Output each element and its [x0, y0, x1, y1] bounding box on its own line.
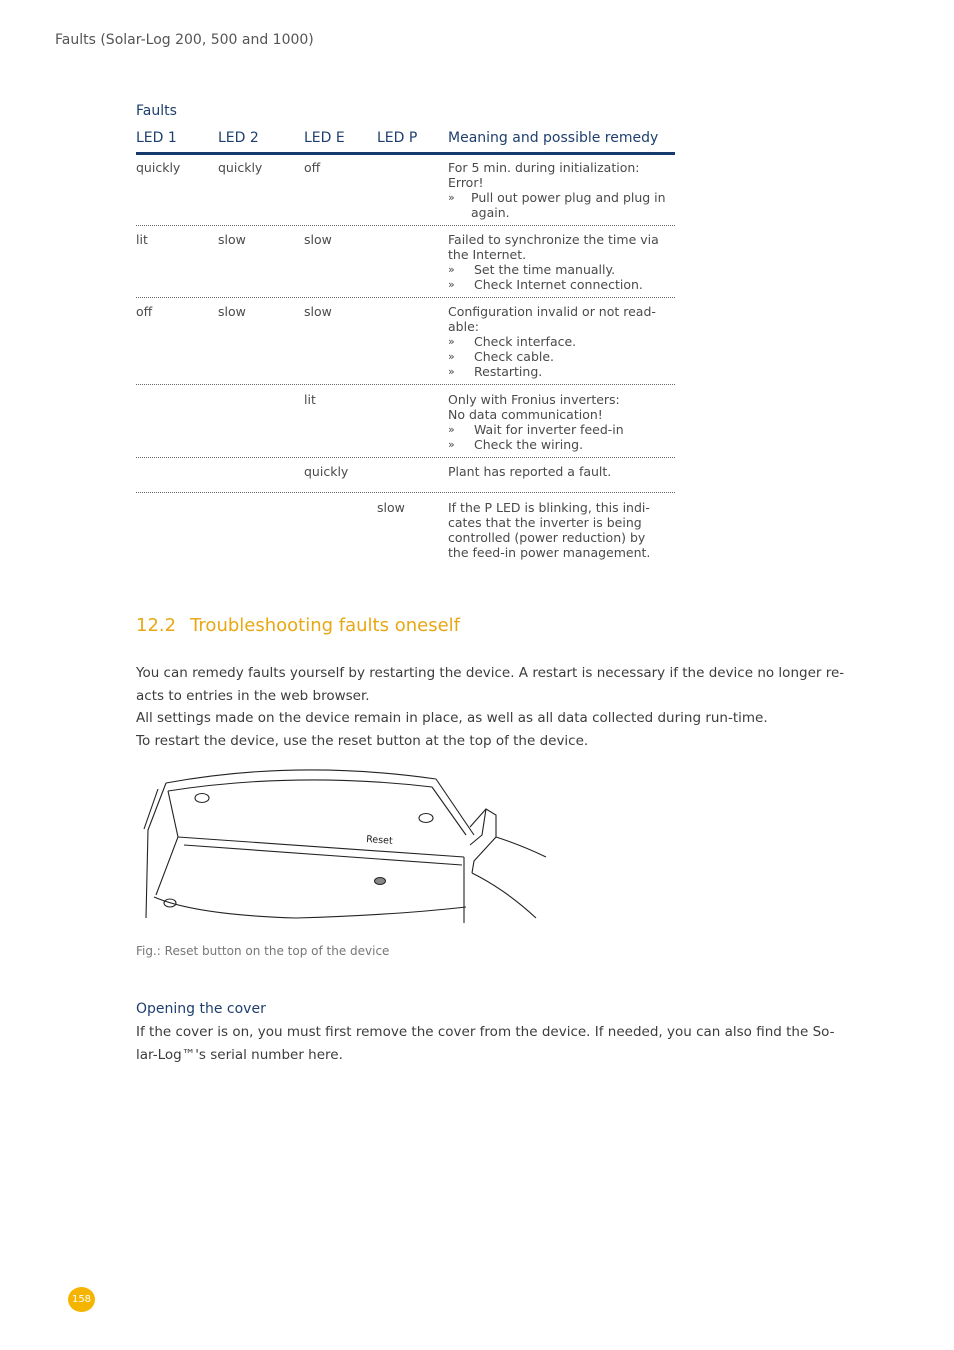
col-led1: LED 1 [136, 130, 177, 146]
bullet-mark: » [448, 278, 455, 291]
cell-ledp: slow [377, 500, 405, 515]
row-separator [136, 492, 675, 493]
meaning-line: able: [448, 319, 479, 334]
remedy-text: Check cable. [474, 349, 555, 364]
remedy-text: Wait for inverter feed-in [474, 422, 624, 437]
running-header: Faults (Solar-Log 200, 500 and 1000) [55, 32, 314, 48]
meaning-line: Configuration invalid or not read- [448, 304, 656, 319]
row-separator [136, 457, 675, 458]
cell-meaning [448, 232, 675, 292]
meaning-line: Only with Fronius inverters: [448, 392, 620, 407]
col-lede: LED E [304, 130, 345, 146]
paragraph: All settings made on the device remain in place, as well as all data collected during run-time. [136, 710, 768, 726]
cell-meaning [448, 392, 675, 452]
remedy-text: Check Internet connection. [474, 277, 643, 292]
remedy-text: Check the wiring. [474, 437, 584, 452]
bullet-mark: » [448, 335, 455, 348]
meaning-line: Plant has reported a fault. [448, 464, 612, 479]
meaning-line: Failed to synchronize the time via [448, 232, 659, 247]
cell-meaning [448, 160, 675, 220]
cell-led1: quickly [136, 160, 181, 175]
subsection-heading: Opening the cover [136, 1001, 266, 1017]
remedy-item [448, 262, 675, 277]
remedy-text: Pull out power plug and plug in again. [471, 190, 666, 220]
meaning-line: For 5 min. during initialization: [448, 160, 640, 175]
bullet-mark: » [448, 191, 455, 204]
col-ledp: LED P [377, 130, 418, 146]
paragraph: You can remedy faults yourself by restarting the device. A restart is necessary if the device no longer re-acts to entries in the web browser. [136, 665, 845, 704]
remedy-text: Set the time manually. [474, 262, 616, 277]
cell-meaning [448, 500, 675, 560]
bullet-mark: » [448, 263, 455, 276]
paragraph: To restart the device, use the reset button at the top of the device. [136, 733, 589, 749]
cell-lede: lit [304, 392, 316, 407]
bullet-mark: » [448, 423, 455, 436]
remedy-item [448, 364, 675, 379]
page-number: 158 [68, 1287, 95, 1312]
table-title: Faults [136, 103, 177, 119]
cell-lede: quickly [304, 464, 349, 479]
section-number: 12.2 [136, 615, 177, 636]
meaning-line: Error! [448, 175, 484, 190]
col-meaning: Meaning and possible remedy [448, 130, 659, 146]
remedy-item [448, 190, 675, 220]
row-separator [136, 384, 675, 385]
meaning-line: the Internet. [448, 247, 527, 262]
col-led2: LED 2 [218, 130, 259, 146]
cell-led1: lit [136, 232, 148, 247]
section-heading [136, 615, 460, 636]
bullet-mark: » [448, 350, 455, 363]
reset-label: Reset [365, 834, 394, 847]
section-title: Troubleshooting faults oneself [190, 615, 460, 636]
cell-lede: off [304, 160, 321, 175]
remedy-item [448, 422, 675, 437]
remedy-item [448, 437, 675, 452]
paragraph: If the cover is on, you must first remove the cover from the device. If needed, you can also find the So-lar-Log™'s serial number here. [136, 1024, 835, 1063]
meaning-line: controlled (power reduction) by [448, 530, 646, 545]
remedy-item [448, 277, 675, 292]
cell-lede: slow [304, 304, 332, 319]
device-illustration [136, 765, 556, 925]
figure-caption: Fig.: Reset button on the top of the device [136, 944, 390, 958]
remedy-text: Check interface. [474, 334, 577, 349]
cell-led2: slow [218, 304, 246, 319]
cell-meaning [448, 464, 675, 479]
cell-led2: slow [218, 232, 246, 247]
bullet-mark: » [448, 438, 455, 451]
cell-lede: slow [304, 232, 332, 247]
row-separator [136, 225, 675, 226]
remedy-item [448, 349, 675, 364]
cell-led1: off [136, 304, 153, 319]
reset-button-graphic [375, 878, 386, 885]
meaning-line: If the P LED is blinking, this indi- [448, 500, 650, 515]
remedy-text: Restarting. [474, 364, 543, 379]
cell-meaning [448, 304, 675, 379]
remedy-item [448, 334, 675, 349]
row-separator [136, 297, 675, 298]
meaning-line: cates that the inverter is being [448, 515, 642, 530]
cell-led2: quickly [218, 160, 263, 175]
table-header [136, 130, 675, 155]
meaning-line: the feed-in power management. [448, 545, 651, 560]
bullet-mark: » [448, 365, 455, 378]
meaning-line: No data communication! [448, 407, 603, 422]
